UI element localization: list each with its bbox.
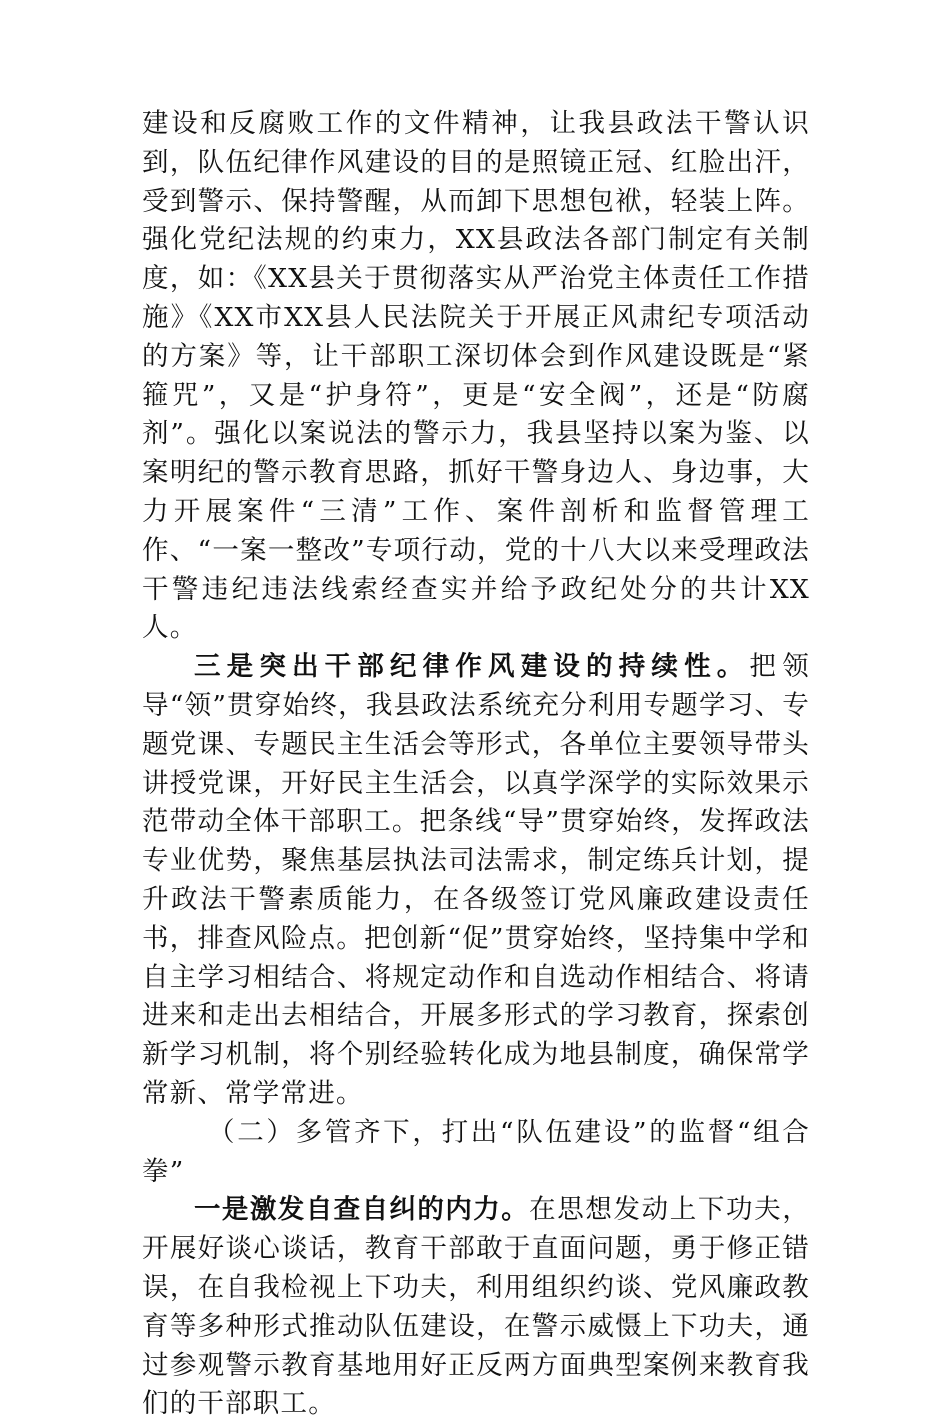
paragraph-text: 建设和反腐败工作的文件精神，让我县政法干警认识到，队伍纪律作风建设的目的是照镜正冠、红脸出汗，受到警示、保持警醒，从而卸下思想包袱，轻装上阵。强化党纪法规的约束力，XX县政法各部门制定有关制度，如：《XX县关于贯彻落实从严治党主体责任工作措施》《XX市XX县人民法院关于开展正风肃纪专项活动的方案》等，让干部职工深切体会到作风建设既是“紧箍咒”，又是“护身符”，更是“安全阀”，还是“防腐剂”。强化以案说法的警示力，我县坚持以案为鉴、以案明纪的警示教育思路，抓好干警身边人、身边事，大力开展案件“三清”工作、案件剖析和监督管理工作、“一案一整改”专项行动，党的十八大以来受理政法干警违纪违法线索经查实并给予政纪处分的共计XX人。: [142, 108, 810, 644]
document-body: [142, 105, 810, 1424]
paragraph-lead-heading: 三是突出干部纪律作风建设的持续性。: [194, 651, 750, 683]
section-heading-text: （二）多管齐下，打出“队伍建设”的监督“组合拳”: [142, 1116, 810, 1187]
paragraph-lead-heading: 一是激发自查自纠的内力。: [194, 1194, 530, 1226]
paragraph-point-one: [142, 1191, 810, 1424]
paragraph-point-three: [142, 648, 810, 1114]
section-heading: [142, 1114, 810, 1192]
paragraph-text: 把领导“领”贯穿始终，我县政法系统充分利用专题学习、专题党课、专题民主生活会等形式，各单位主要领导带头讲授党课，开好民主生活会，以真学深学的实际效果示范带动全体干部职工。把条线“导”贯穿始终，发挥政法专业优势，聚焦基层执法司法需求，制定练兵计划，提升政法干警素质能力，在各级签订党风廉政建设责任书，排查风险点。把创新“促”贯穿始终，坚持集中学和自主学习相结合、将规定动作和自选动作相结合、将请进来和走出去相结合，开展多形式的学习教育，探索创新学习机制，将个别经验转化成为地县制度，确保常学常新、常学常进。: [142, 651, 810, 1109]
paragraph-text: 在思想发动上下功夫，开展好谈心谈话，教育干部敢于直面问题，勇于修正错误，在自我检视上下功夫，利用组织约谈、党风廉政教育等多种形式推动队伍建设，在警示威慑上下功夫，通过参观警示教育基地用好正反两方面典型案例来教育我们的干部职工。: [142, 1194, 811, 1420]
paragraph-continuation: [142, 105, 810, 648]
